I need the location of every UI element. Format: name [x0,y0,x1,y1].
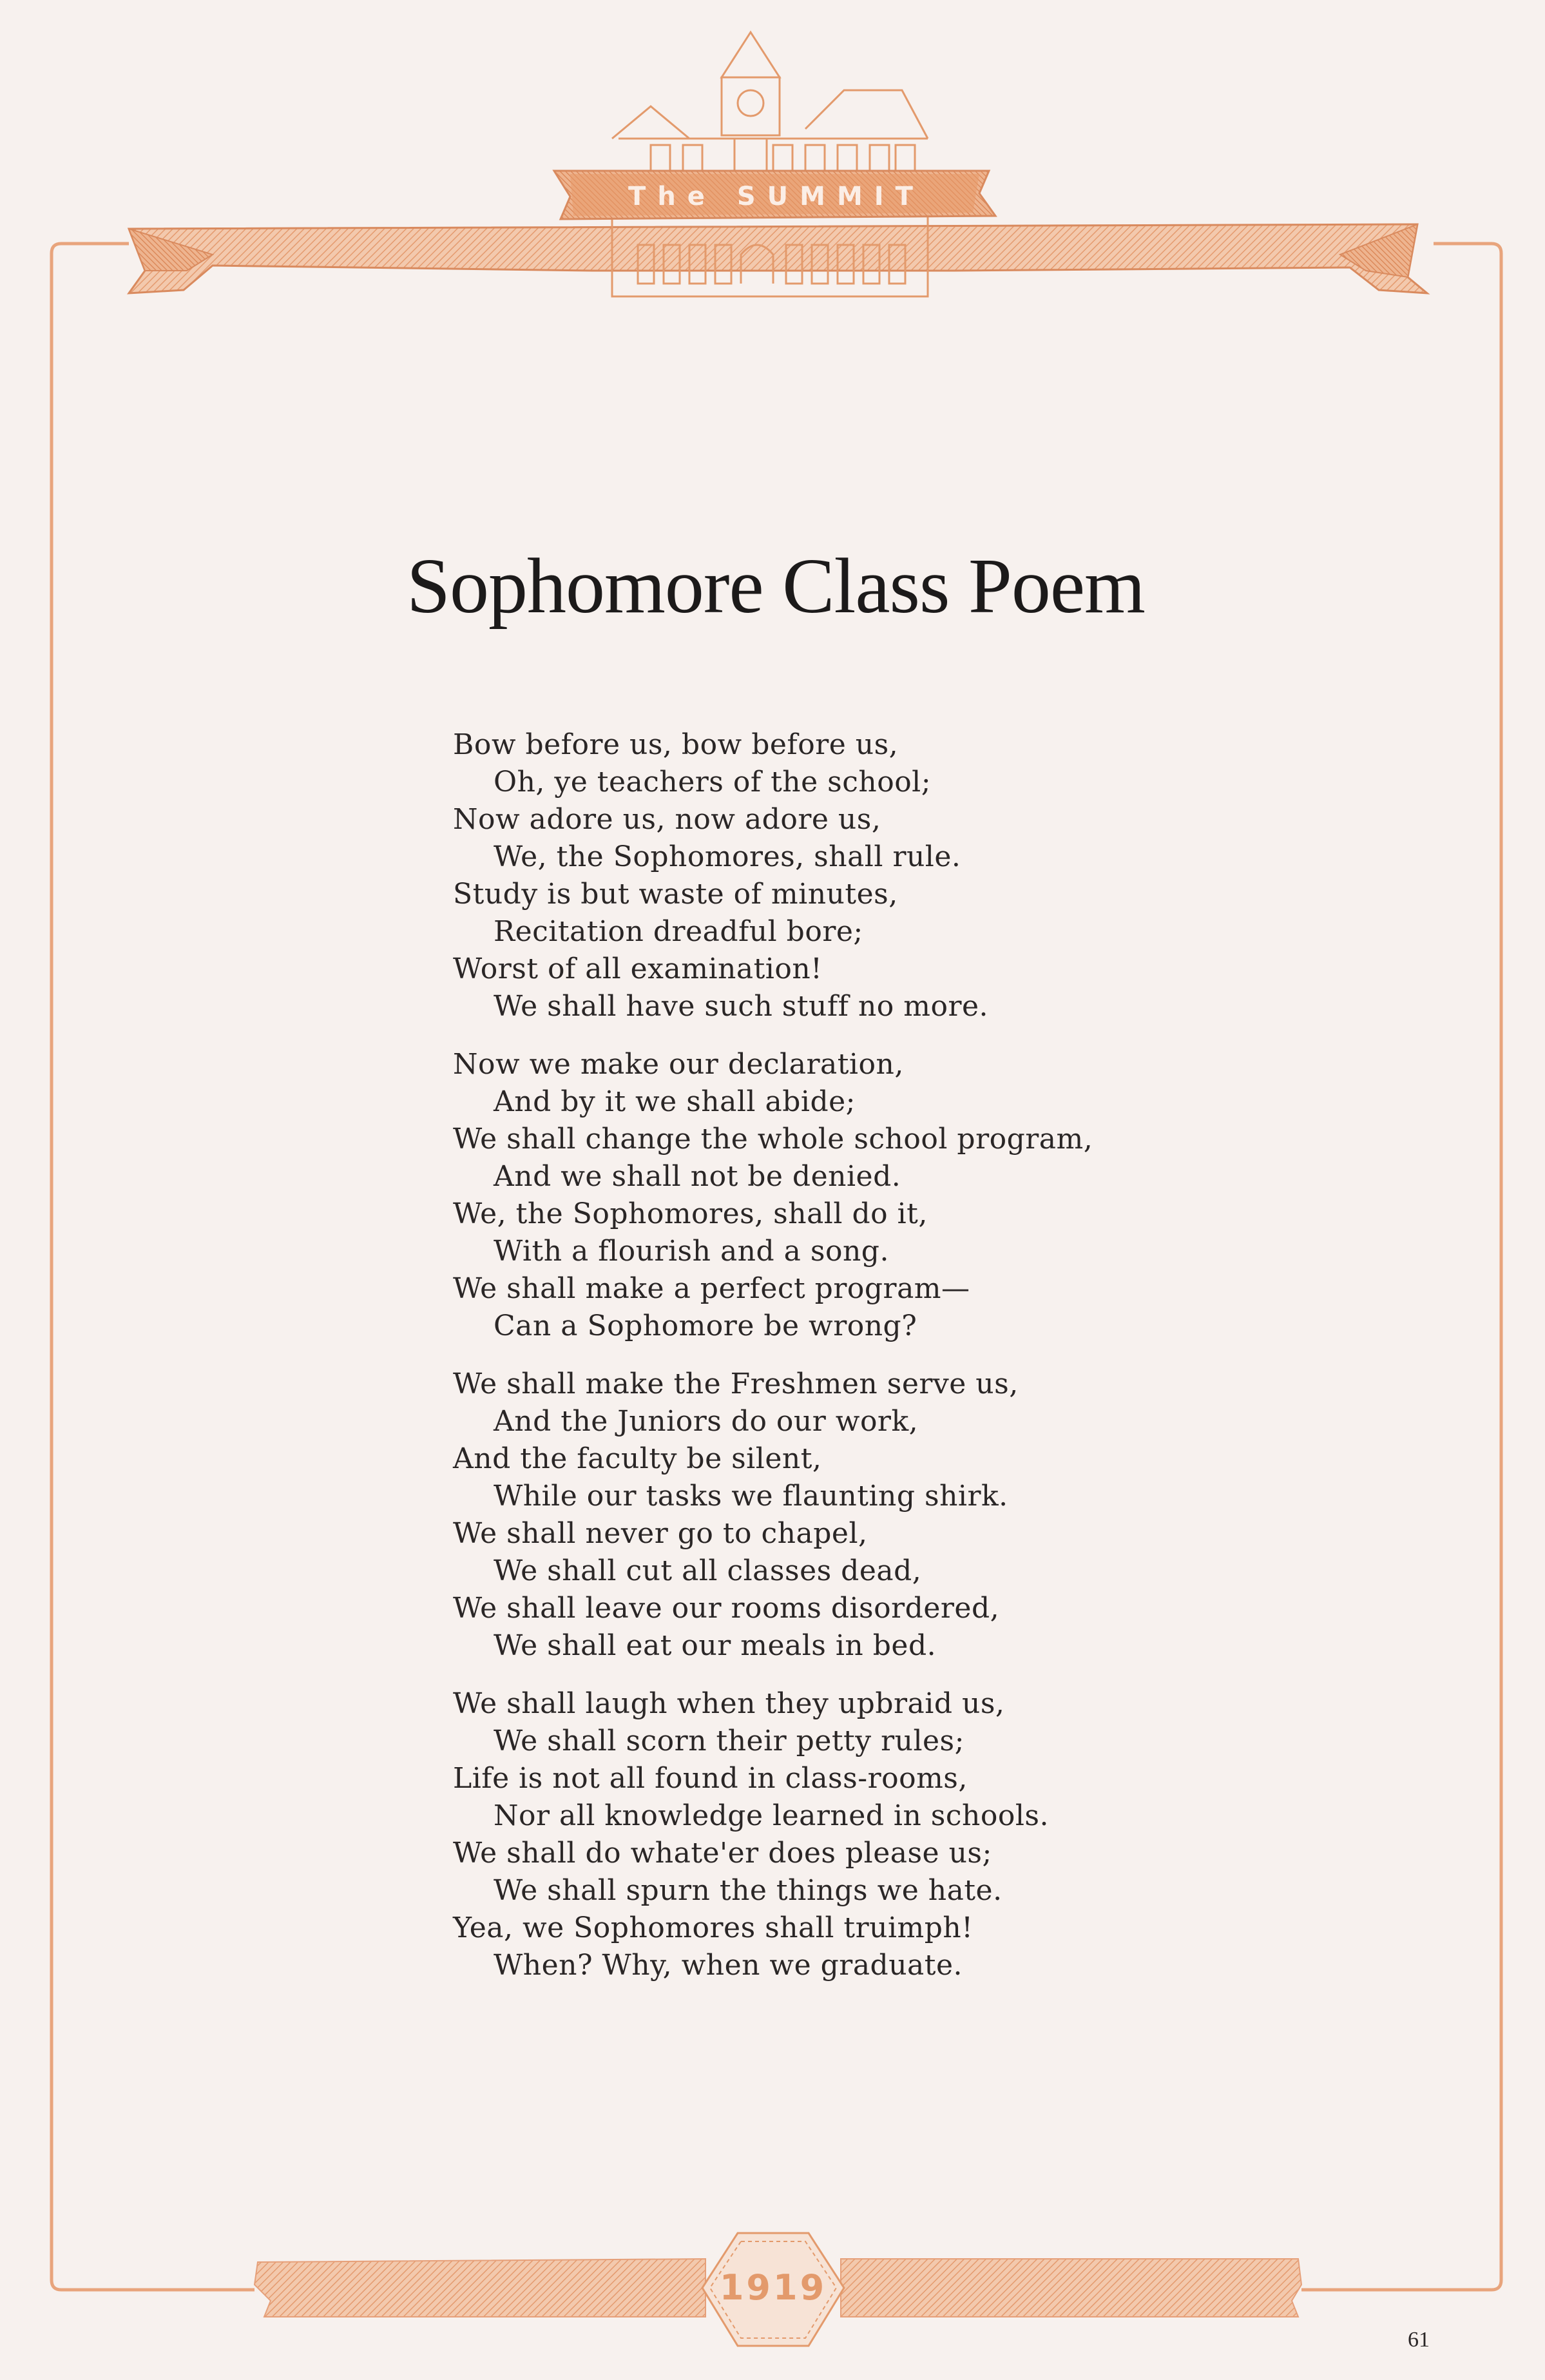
poem-line: And by it we shall abide; [494,1085,856,1118]
poem-line: We shall spurn the things we hate. [494,1874,1003,1907]
poem-line: And the Juniors do our work, [494,1405,919,1438]
poem-line: We shall cut all classes dead, [494,1554,922,1587]
summit-banner [554,171,995,219]
poem-line: We shall never go to chapel, [453,1517,868,1550]
poem-line: We shall eat our meals in bed. [494,1629,937,1662]
poem-stanza-2 [453,1046,1097,1345]
page-number: 61 [1408,2328,1430,2352]
poem-stanza-3 [453,1366,1097,1665]
poem-line: We shall do whate'er does please us; [453,1837,992,1870]
poem-line: We shall change the whole school program, [453,1123,1093,1156]
poem-line: Bow before us, bow before us, [453,728,899,761]
poem-line: While our tasks we flaunting shirk. [494,1480,1008,1513]
poem-line: When? Why, when we graduate. [494,1949,963,1982]
poem-line: Nor all knowledge learned in schools. [494,1799,1049,1832]
poem-line: Worst of all examination! [453,953,823,985]
poem-line: Now adore us, now adore us, [453,803,881,836]
year-emblem [702,2233,844,2346]
poem-line: We shall leave our rooms disordered, [453,1592,1000,1625]
poem-stanza-1 [453,726,1097,1025]
poem-line: Can a Sophomore be wrong? [494,1310,917,1342]
poem-line: Yea, we Sophomores shall truimph! [453,1911,974,1944]
poem-line: And we shall not be denied. [494,1160,901,1193]
poem-line: We shall laugh when they upbraid us, [453,1687,1005,1720]
poem-line: We shall scorn their petty rules; [494,1725,964,1757]
poem-line: Study is but waste of minutes, [453,878,898,911]
poem-line: We, the Sophomores, shall do it, [453,1197,928,1230]
poem-line: Recitation dreadful bore; [494,915,863,948]
poem-body [453,726,1097,2005]
poem-line: Life is not all found in class-rooms, [453,1762,968,1795]
poem-line: Oh, ye teachers of the school; [494,766,932,798]
poem-line: We shall make the Freshmen serve us, [453,1368,1019,1400]
poem-line: We, the Sophomores, shall rule. [494,840,961,873]
poem-line: We shall make a perfect program— [453,1272,970,1305]
year-emblem-text: 1919 [719,2267,827,2308]
poem-line: Now we make our declaration, [453,1048,904,1081]
header-ribbon [129,224,1427,293]
poem-line: We shall have such stuff no more. [494,990,989,1023]
poem-line: With a flourish and a song. [494,1235,889,1268]
page-title-text: Sophomore Class Poem [407,543,1145,630]
poem-line: And the faculty be silent, [453,1442,822,1475]
page-title [0,541,1545,632]
poem-stanza-4 [453,1685,1097,1984]
summit-banner-text: The SUMMIT [628,182,925,211]
